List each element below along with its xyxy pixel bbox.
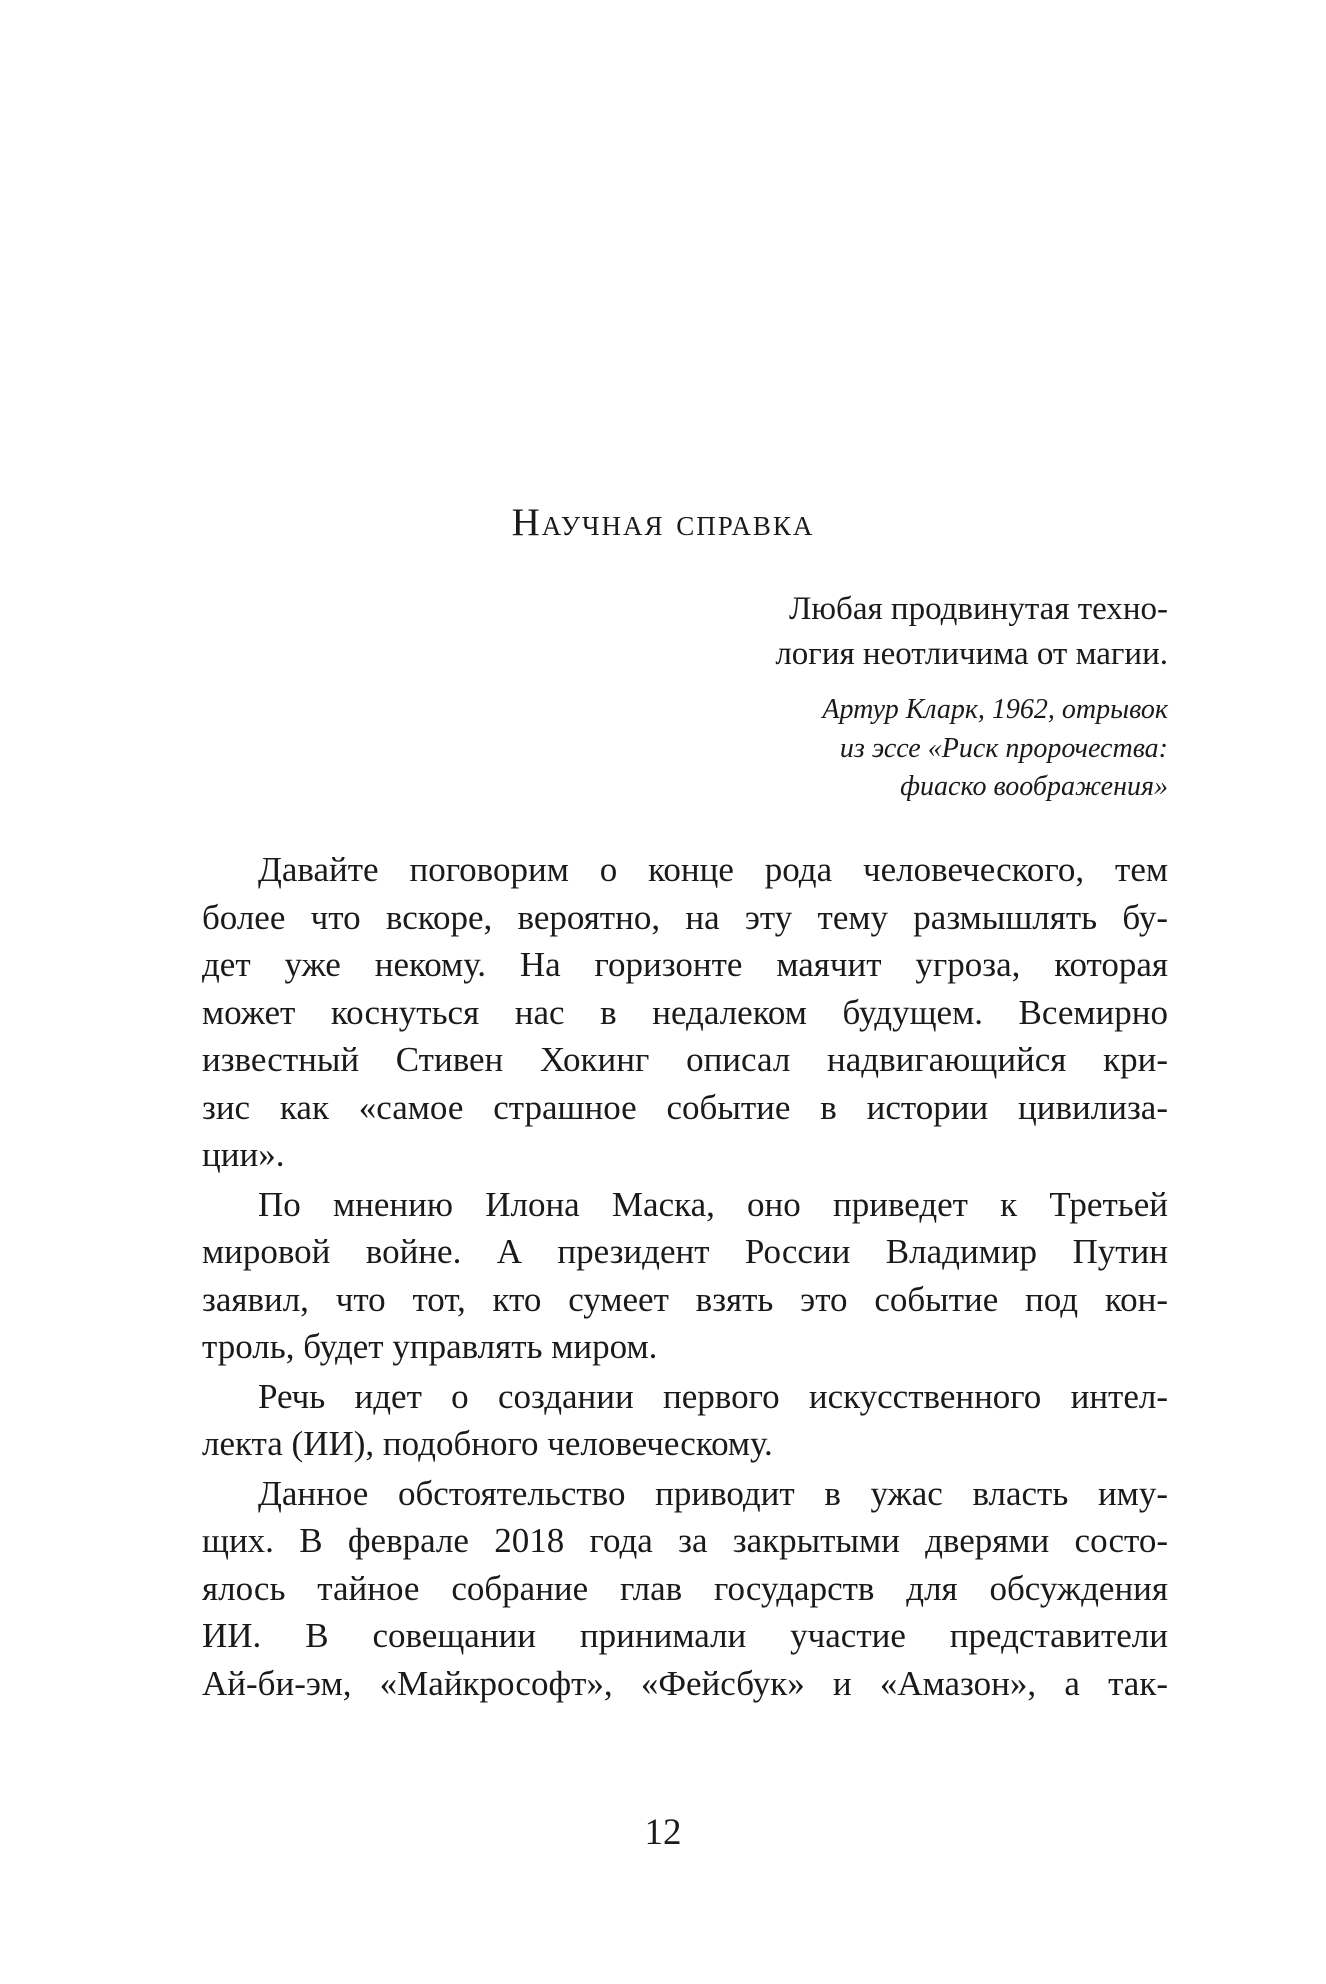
epigraph-quote-line: Любая продвинутая техно- <box>789 591 1168 627</box>
paragraph <box>202 1181 1168 1371</box>
text-line: ИИ. В совещании принимали участие представители <box>202 1616 1168 1655</box>
text-line: Речь идет о создании первого искусственного интел- <box>258 1376 1168 1416</box>
text-line: мировой войне. А президент России Владимир Путин <box>202 1232 1168 1271</box>
text-line: более что вскоре, вероятно, на эту тему размышлять бу- <box>202 897 1168 937</box>
paragraph <box>202 1373 1168 1468</box>
epigraph-source-line: из эссе «Риск пророчества: <box>839 732 1168 764</box>
epigraph-source-line: фиаско воображения» <box>900 771 1168 802</box>
text-line: ялось тайное собрание глав государств для обсуждения <box>202 1568 1168 1608</box>
chapter-title: Научная справка <box>511 501 815 544</box>
paragraph <box>202 846 1168 1179</box>
text-line: лекта (ИИ), подобного человеческому. <box>202 1424 773 1463</box>
text-line: ции». <box>202 1135 285 1174</box>
text-line: известный Стивен Хокинг описал надвигающийся кри- <box>202 1040 1168 1079</box>
text-line: Давайте поговорим о конце рода человеческого, тем <box>258 850 1168 889</box>
epigraph <box>600 587 1168 807</box>
text-line: может коснуться нас в недалеком будущем. Всемирно <box>202 992 1168 1032</box>
text-line: щих. В феврале 2018 года за закрытыми дверями состо- <box>202 1521 1168 1560</box>
text-line: По мнению Илона Маска, оно приведет к Третьей <box>258 1184 1168 1224</box>
text-line: троль, будет управлять миром. <box>202 1327 658 1366</box>
text-line: Ай-би-эм, «Майкрософт», «Фейсбук» и «Амазон», а так- <box>202 1663 1168 1703</box>
text-line: заявил, что тот, кто сумеет взять это событие под кон- <box>202 1279 1168 1319</box>
epigraph-quote-line: логия неотличима от магии. <box>775 636 1168 672</box>
text-line: Данное обстоятельство приводит в ужас власть иму- <box>258 1473 1168 1513</box>
epigraph-source-line: Артур Кларк, 1962, отрывок <box>822 694 1168 725</box>
text-line: дет уже некому. На горизонте маячит угроза, которая <box>202 945 1168 984</box>
body-text <box>202 846 1168 1709</box>
paragraph <box>202 1470 1168 1708</box>
epigraph-source <box>600 691 1168 807</box>
text-line: зис как «самое страшное событие в истории цивилиза- <box>202 1087 1168 1127</box>
page-number: 12 <box>644 1812 682 1853</box>
